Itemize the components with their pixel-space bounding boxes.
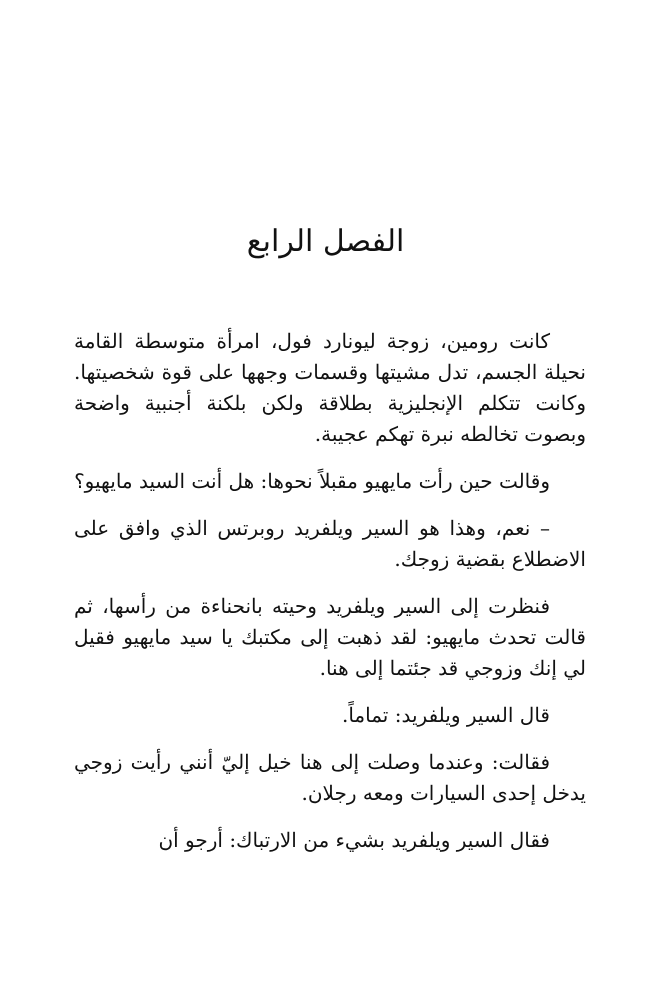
paragraph: – نعم، وهذا هو السير ويلفريد روبرتس الذي وافق على الاضطلاع بقضية زوجك.	[74, 516, 586, 571]
chapter-title: الفصل الرابع	[246, 224, 405, 259]
paragraph: كانت رومين، زوجة ليونارد فول، امرأة متوسطة القامة نحيلة الجسم، تدل مشيتها وقسمات وجهها على قوة شخصيتها. وكانت تتكلم الإنجليزية بطلاقة ولكن بلكنة أجنبية واضحة وبصوت تخالطه نبرة تهكم عجيبة.	[74, 329, 586, 446]
paragraph: فقال السير ويلفريد بشيء من الارتباك: أرجو أن	[158, 828, 550, 852]
paragraph: فقالت: وعندما وصلت إلى هنا خيل إليّ أنني رأيت زوجي يدخل إحدى السيارات ومعه رجلان.	[74, 750, 586, 805]
paragraph: فنظرت إلى السير ويلفريد وحيته بانحناءة من رأسها، ثم قالت تحدث مايهيو: لقد ذهبت إلى مكتبك يا سيد مايهيو فقيل لي إنك وزوجي قد جئتما إلى هنا.	[74, 594, 586, 680]
chapter-body	[74, 326, 586, 856]
paragraph: قال السير ويلفريد: تماماً.	[341, 703, 550, 727]
paragraph: وقالت حين رأت مايهيو مقبلاً نحوها: هل أنت السيد مايهيو؟	[74, 469, 550, 493]
